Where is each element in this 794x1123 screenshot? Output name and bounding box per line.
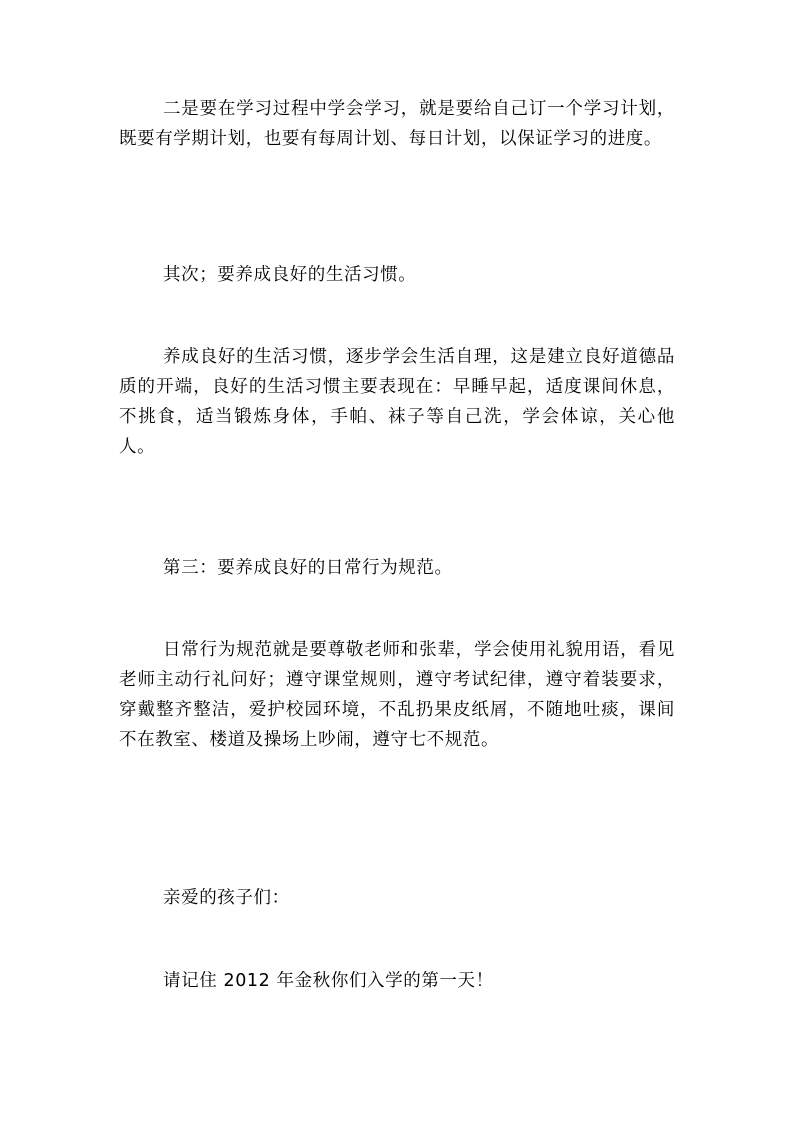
salutation: 亲爱的孩子们： xyxy=(163,888,290,908)
heading-living-habits: 其次；要养成良好的生活习惯。 xyxy=(163,265,417,285)
paragraph-living-habits: 养成良好的生活习惯，逐步学会生活自理，这是建立良好道德品质的开端，良好的生活习惯主要表现在：早睡早起，适度课间休息，不挑食，适当锻炼身体，手帕、袜子等自己洗，学会体谅，关心他人。 xyxy=(119,347,675,457)
closing-line: 请记住 2012 年金秋你们入学的第一天！ xyxy=(163,971,494,991)
heading-behavior-norms: 第三：要养成良好的日常行为规范。 xyxy=(163,558,453,578)
paragraph-study-plan: 二是要在学习过程中学会学习，就是要给自己订一个学习计划，既要有学期计划，也要有每周计划、每日计划，以保证学习的进度。 xyxy=(119,99,675,149)
paragraph-behavior-norms: 日常行为规范就是要尊敬老师和张辈，学会使用礼貌用语，看见老师主动行礼问好；遵守课堂规则，遵守考试纪律，遵守着装要求，穿戴整齐整洁，爱护校园环境，不乱扔果皮纸屑，不随地吐痰，课间不在教室、楼道及操场上吵闹，遵守七不规范。 xyxy=(119,640,675,750)
